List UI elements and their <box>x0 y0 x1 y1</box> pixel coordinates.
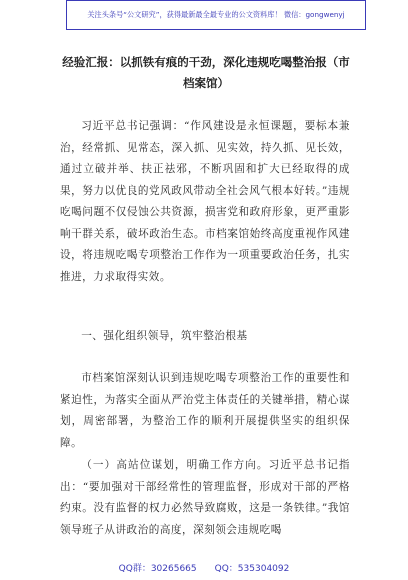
intro-paragraph: 习近平总书记强调：“作风建设是永恒课题，要标本兼治，经常抓、见常态，深入抓、见实效，持久抓、见长效，通过立破并举、扶正祛邪，不断巩固和扩大已经取得的成果，努力以优良的党风政风带动全社会风气根本好转。”违规吃喝问题不仅侵蚀公共资源，损害党和政府形象，更严重影响干群关系，破坏政治生态。市档案馆始终高度重视作风建设，将违规吃喝专项整治工作作为一项重要政治任务，扎实推进，力求取得实效。 <box>60 120 350 283</box>
subsection-paragraph: （一）高站位谋划，明确工作方向。习近平总书记指出：“要加强对干部经常性的管理监督，形成对干部的严格约束。没有监督的权力必然导致腐败，这是一条铁律。”我馆领导班子从讲政治的高度，深刻领会违规吃喝 <box>60 459 350 536</box>
footer-contact <box>0 561 408 574</box>
footer-qq-number: QQ：535304092 <box>214 564 290 574</box>
section-paragraph: 市档案馆深刻认识到违规吃喝专项整治工作的重要性和紧迫性，为落实全面从严治党主体责任的关键举措，精心谋划，周密部署，为整治工作的顺利开展提供坚实的组织保障。 <box>60 372 350 449</box>
footer-qq-group: QQ群：30265665 <box>118 564 197 574</box>
section-heading: 一、强化组织领导，筑牢整治根基 <box>81 330 248 342</box>
banner-text: 关注头条号“公文研究”，获得最新最全最专业的公文资料库！ 微信：gongwenyj <box>87 10 345 19</box>
top-banner <box>66 0 366 30</box>
document-title: 经验汇报：以抓铁有痕的干劲，深化违规吃喝整治报（市档案馆） <box>62 55 350 90</box>
